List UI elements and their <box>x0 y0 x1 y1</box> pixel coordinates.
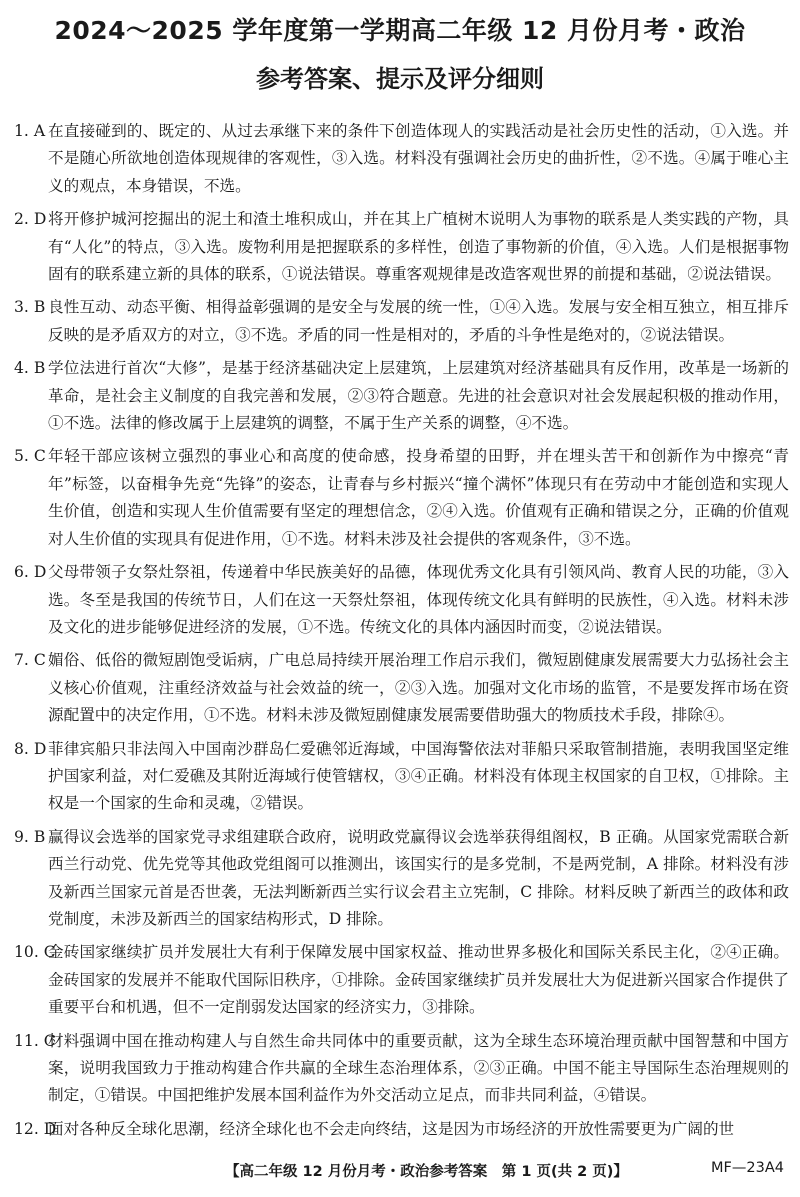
answer-number: 11. C <box>14 1031 56 1050</box>
answer-list <box>14 118 789 1149</box>
answer-explanation: 金砖国家继续扩员并发展壮大有利于保障发展中国家权益、推动世界多极化和国际关系民主化，②④正确。金砖国家的发展并不能取代国际旧秩序，①排除。金砖国家继续扩员并发展壮大为促进新兴国家合作提供了重要平台和机遇，但不一定削弱发达国家的经济实力，③排除。 <box>48 943 789 1017</box>
answer-number: 12. D <box>14 1119 57 1138</box>
answer-explanation: 媚俗、低俗的微短剧饱受诟病，广电总局持续开展治理工作启示我们，微短剧健康发展需要大力弘扬社会主义核心价值观，注重经济效益与社会效益的统一，②③入选。加强对文化市场的监管，不是要发挥市场在资源配置中的决定作用，①不选。材料未涉及微短剧健康发展需要借助强大的物质技术手段，排除④。 <box>48 651 789 725</box>
answer-item-10 <box>14 939 789 1021</box>
answer-item-5 <box>14 443 789 553</box>
answer-number: 3. B <box>14 298 46 317</box>
answer-number: 6. D <box>14 563 47 582</box>
page-title: 2024～2025 学年度第一学期高二年级 12 月份月考・政治 <box>54 16 746 45</box>
answer-explanation: 学位法进行首次“大修”，是基于经济基础决定上层建筑，上层建筑对经济基础具有反作用，改革是一场新的革命，是社会主义制度的自我完善和发展，②③符合题意。先进的社会意识对社会发展起积极的推动作用，①不选。法律的修改属于上层建筑的调整，不属于生产关系的调整，④不选。 <box>48 359 789 433</box>
answer-number: 4. B <box>14 359 46 378</box>
answer-explanation: 面对各种反全球化思潮，经济全球化也不会走向终结，这是因为市场经济的开放性需要更为广阔的世 <box>48 1119 735 1138</box>
page-subtitle: 参考答案、提示及评分细则 <box>256 65 544 93</box>
answer-explanation: 材料强调中国在推动构建人与自然生命共同体中的重要贡献，这为全球生态环境治理贡献中国智慧和中国方案，说明我国致力于推动构建合作共赢的全球生态治理体系，②③正确。中国不能主导国际生态治理规则的制定，①错误。中国把维护发展本国利益作为外交活动立足点，而非共同利益，④错误。 <box>48 1031 789 1105</box>
answer-number: 7. C <box>14 651 46 670</box>
footer-paper-code: MF—23A4 <box>711 1160 784 1176</box>
answer-number: 5. C <box>14 447 46 466</box>
page-footer <box>0 1160 800 1186</box>
answer-explanation: 父母带领子女祭灶祭祖，传递着中华民族美好的品德，体现优秀文化具有引领风尚、教育人民的功能，③入选。冬至是我国的传统节日，人们在这一天祭灶祭祖，体现传统文化具有鲜明的民族性，④入选。材料未涉及文化的进步能够促进经济的发展，①不选。传统文化的具体内涵因时而变，②说法错误。 <box>48 563 789 636</box>
answer-item-4 <box>14 355 789 437</box>
answer-item-3 <box>14 294 789 349</box>
answer-item-12 <box>14 1116 789 1143</box>
answer-explanation: 赢得议会选举的国家党寻求组建联合政府，说明政党赢得议会选举获得组阁权，B 正确。从国家党需联合新西兰行动党、优先党等其他政党组阁可以推测出，该国实行的是多党制，不是两党制，A 排除。材料没有涉及新西兰国家元首是否世袭，无法判断新西兰实行议会君主立宪制，C 排除。材料反映了新西兰的政体和政党制度，未涉及新西兰的国家结构形式，D 排除。 <box>48 827 789 928</box>
answer-explanation: 年轻干部应该树立强烈的事业心和高度的使命感，投身希望的田野，并在埋头苦干和创新作为中擦亮“青年”标签，以奋楫争先竞“先锋”的姿态，让青春与乡村振兴“撞个满怀”体现只有在劳动中才能创造和实现人生价值，创造和实现人生价值需要有坚定的理想信念，②④入选。价值观有正确和错误之分，正确的价值观对人生价值的实现具有促进作用，①不选。材料未涉及社会提供的客观条件，③不选。 <box>48 447 789 548</box>
answer-item-6 <box>14 559 789 641</box>
answer-item-7 <box>14 647 789 729</box>
answer-explanation: 菲律宾船只非法闯入中国南沙群岛仁爱礁邻近海域，中国海警依法对菲船只采取管制措施，表明我国坚定维护国家利益，对仁爱礁及其附近海域行使管辖权，③④正确。材料没有体现主权国家的自卫权，①排除。主权是一个国家的生命和灵魂，②错误。 <box>48 739 789 813</box>
answer-number: 1. A <box>14 122 46 140</box>
answer-number: 9. B <box>14 827 46 846</box>
footer-page-info: 【高二年级 12 月份月考・政治参考答案 第 1 页(共 2 页)】 <box>225 1164 628 1180</box>
answer-item-8 <box>14 736 789 818</box>
answer-number: 10. C <box>14 943 56 962</box>
answer-explanation: 在直接碰到的、既定的、从过去承继下来的条件下创造体现人的实践活动是社会历史性的活动，①入选。并不是随心所欲地创造体现规律的客观性，③入选。材料没有强调社会历史的曲折性，②不选。④属于唯心主义的观点，本身错误，不选。 <box>48 122 789 195</box>
answer-number: 2. D <box>14 210 47 229</box>
answer-item-11 <box>14 1028 789 1110</box>
answer-item-2 <box>14 206 789 288</box>
answer-number: 8. D <box>14 739 47 758</box>
answer-item-1 <box>14 118 789 200</box>
answer-explanation: 将开修护城河挖掘出的泥土和渣土堆积成山，并在其上广植树木说明人为事物的联系是人类实践的产物，具有“人化”的特点，③入选。废物利用是把握联系的多样性，创造了事物新的价值，④入选。人们是根据事物固有的联系建立新的具体的联系，①说法错误。尊重客观规律是改造客观世界的前提和基础，②说法错误。 <box>48 210 789 284</box>
answer-explanation: 良性互动、动态平衡、相得益彰强调的是安全与发展的统一性，①④入选。发展与安全相互独立，相互排斥反映的是矛盾双方的对立，③不选。矛盾的同一性是相对的，矛盾的斗争性是绝对的，②说法错误。 <box>48 298 789 344</box>
answer-item-9 <box>14 824 789 934</box>
